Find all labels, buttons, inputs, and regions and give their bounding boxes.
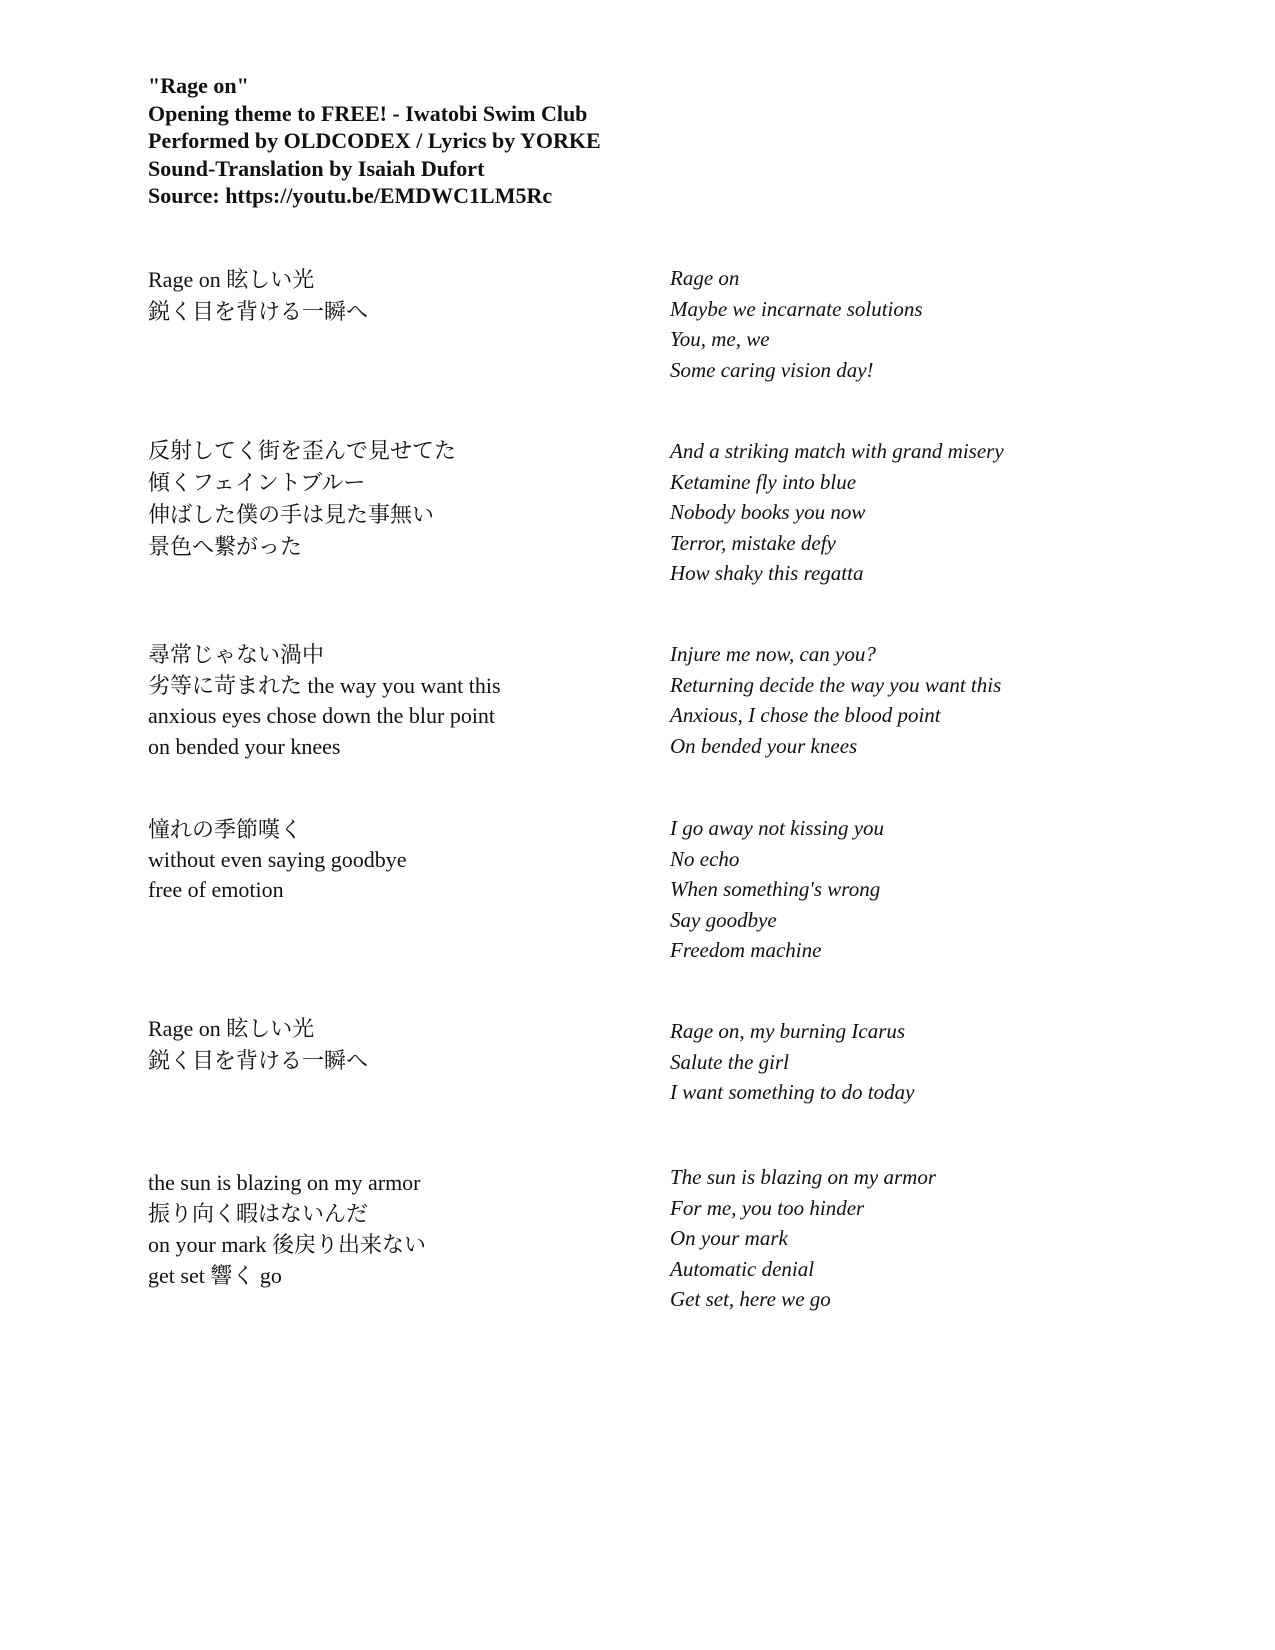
translation-line: I go away not kissing you	[670, 816, 885, 840]
translation-line: Say goodbye	[670, 907, 777, 932]
stanza-5-original	[148, 1013, 368, 1077]
lyric-line: Rage on 眩しい光	[148, 1016, 315, 1041]
lyric-line: 憧れの季節嘆く	[148, 817, 303, 842]
translation-line: No echo	[670, 846, 740, 871]
translation-line: Maybe we incarnate solutions	[670, 296, 923, 321]
lyric-line: 鋭く目を背ける一瞬へ	[148, 1048, 369, 1073]
stanza-1-translation	[670, 263, 923, 385]
translation-line: The sun is blazing on my armor	[670, 1165, 937, 1189]
translation-line: On your mark	[670, 1226, 788, 1250]
performer-credit: Performed by OLDCODEX / Lyrics by YORKE	[148, 128, 601, 153]
lyric-line: 劣等に苛まれた the way you want this	[148, 672, 501, 698]
song-header	[148, 72, 601, 210]
lyric-line: 傾くフェイントブルー	[148, 470, 366, 495]
lyric-line: 反射してく街を歪んで見せてた	[148, 438, 457, 463]
translation-line: Terror, mistake defy	[670, 530, 836, 555]
lyric-line: free of emotion	[148, 877, 284, 902]
translation-line: Rage on	[670, 266, 740, 290]
translator-credit: Sound-Translation by Isaiah Dufort	[148, 155, 485, 181]
translation-line: You, me, we	[670, 327, 770, 351]
translation-line: For me, you too hinder	[670, 1195, 865, 1220]
translation-line: Some caring vision day!	[670, 357, 874, 382]
translation-line: Anxious, I chose the blood point	[670, 703, 941, 727]
lyric-line: get set 響く go	[148, 1263, 282, 1288]
lyric-line: on your mark 後戻り出来ない	[148, 1232, 427, 1257]
stanza-6-original	[148, 1167, 426, 1291]
lyric-line: 景色へ繋がった	[148, 534, 303, 559]
translation-line: Automatic denial	[670, 1256, 815, 1281]
translation-line: Rage on, my burning Icarus	[670, 1019, 906, 1043]
translation-line: Salute the girl	[670, 1049, 789, 1074]
stanza-4-original	[148, 815, 406, 905]
translation-line: Nobody books you now	[670, 500, 866, 524]
lyric-line: 尋常じゃない渦中	[148, 642, 325, 667]
lyric-line: 振り向く暇はないんだ	[148, 1201, 369, 1226]
translation-line: Injure me now, can you?	[670, 642, 876, 666]
translation-line: On bended your knees	[670, 733, 858, 758]
song-subtitle: Opening theme to FREE! - Iwatobi Swim Club	[148, 100, 588, 126]
lyric-line: 鋭く目を背ける一瞬へ	[148, 299, 369, 324]
stanza-3-original	[148, 640, 501, 762]
lyric-line: Rage on 眩しい光	[148, 267, 315, 292]
translation-line: Get set, here we go	[670, 1287, 831, 1311]
stanza-2-original	[148, 435, 456, 563]
lyric-line: 伸ばした僕の手は見た事無い	[148, 502, 435, 527]
stanza-3-translation	[670, 639, 1001, 761]
translation-line: Ketamine fly into blue	[670, 469, 857, 494]
stanza-1-original	[148, 264, 368, 328]
song-title: "Rage on"	[148, 73, 249, 98]
translation-line: How shaky this regatta	[670, 561, 864, 585]
source-link: Source: https://youtu.be/EMDWC1LM5Rc	[148, 183, 553, 208]
stanza-2-translation	[670, 436, 1004, 589]
translation-line: Returning decide the way you want this	[670, 672, 1002, 697]
stanza-5-translation	[670, 1016, 914, 1108]
stanza-6-translation	[670, 1162, 936, 1315]
lyric-line: anxious eyes chose down the blur point	[148, 703, 496, 728]
lyric-line: on bended your knees	[148, 733, 341, 759]
stanza-4-translation	[670, 813, 884, 966]
translation-line: Freedom machine	[670, 938, 822, 962]
translation-line: And a striking match with grand misery	[670, 439, 1004, 463]
translation-line: When something's wrong	[670, 877, 881, 901]
lyric-line: the sun is blazing on my armor	[148, 1170, 421, 1195]
lyric-line: without even saying goodbye	[148, 847, 407, 872]
translation-line: I want something to do today	[670, 1080, 915, 1104]
